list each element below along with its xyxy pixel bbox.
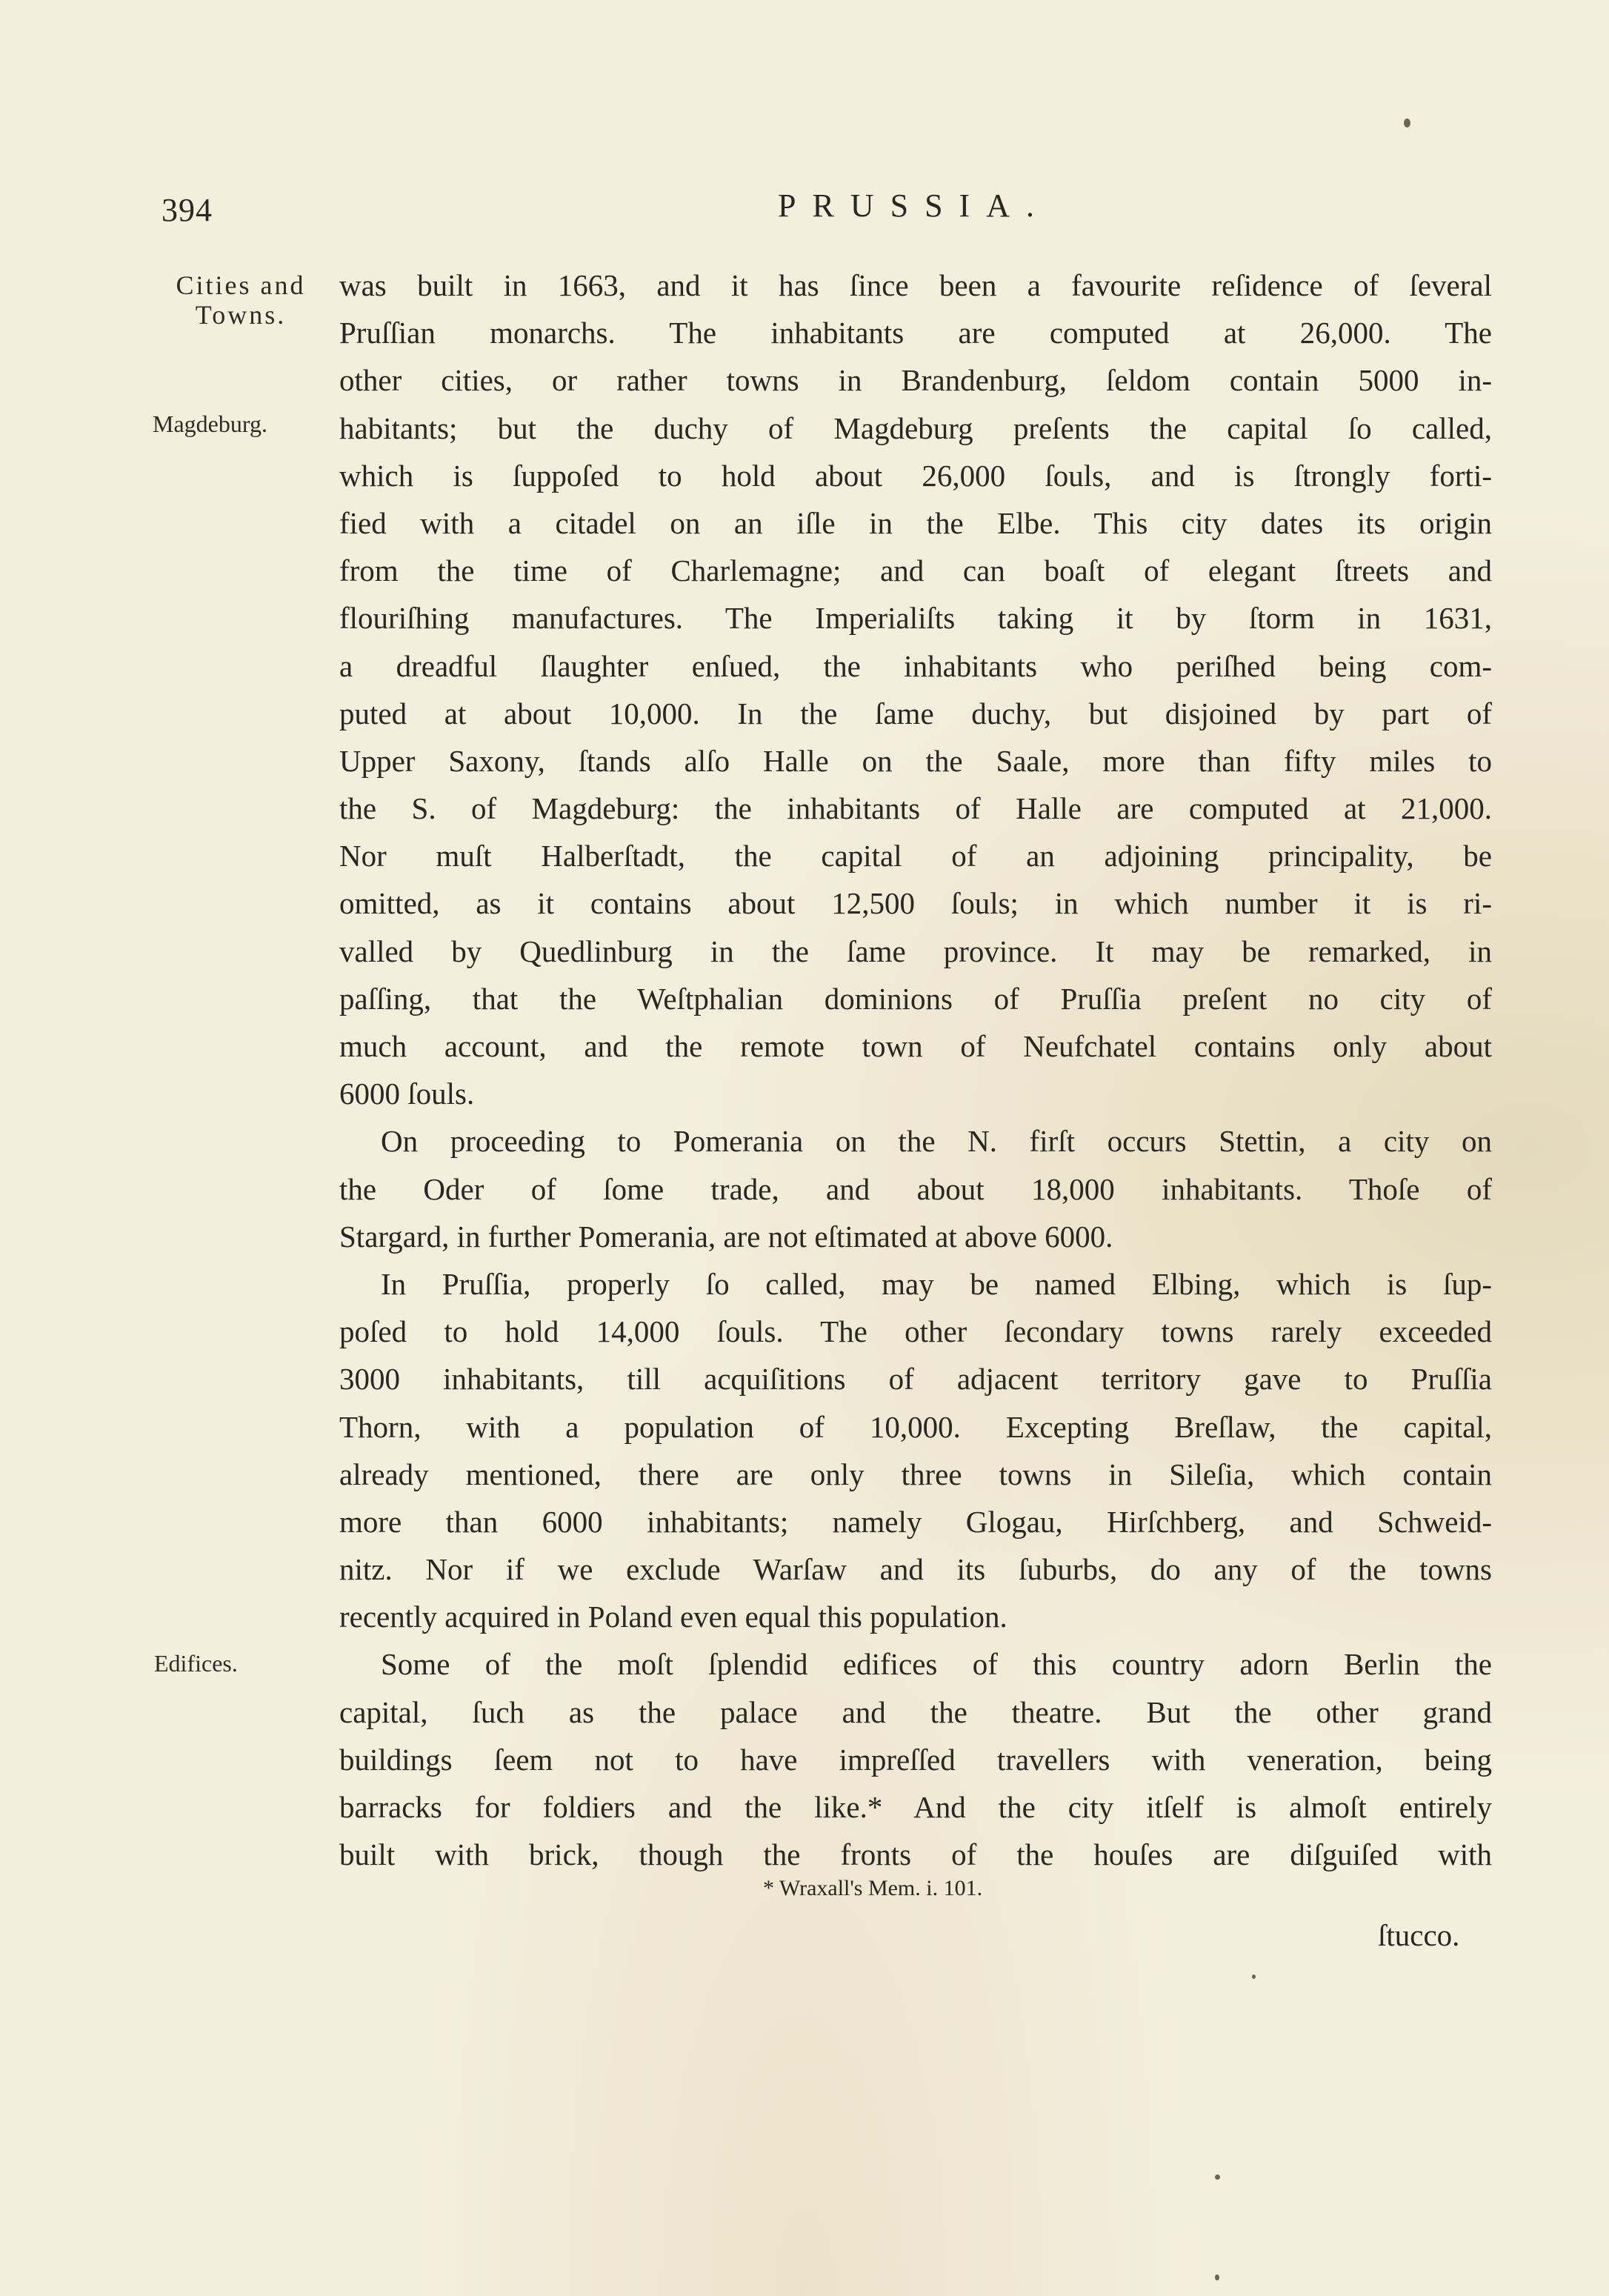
text-line: flouriſhing manufactures. The Imperialiſts taking it by ſtorm in 1631, — [339, 601, 1492, 636]
text-line: Nor muſt Halberſtadt, the capital of an adjoining principality, be — [339, 839, 1492, 874]
paper-speck — [1215, 2174, 1220, 2180]
margin-note-edifices: Edifices. — [154, 1650, 238, 1677]
text-line: On proceeding to Pomerania on the N. firſt occurs Stettin, a city on — [381, 1124, 1492, 1159]
text-line: the S. of Magdeburg: the inhabitants of Halle are computed at 21,000. — [339, 791, 1492, 826]
text-line: which is ſuppoſed to hold about 26,000 ſouls, and is ſtrongly forti- — [339, 458, 1492, 493]
text-line: already mentioned, there are only three towns in Sileſia, which contain — [339, 1457, 1492, 1491]
text-line: a dreadful ſlaughter enſued, the inhabitants who periſhed being com- — [339, 648, 1492, 683]
text-line: paſſing, that the Weſtphalian dominions of Pruſſia preſent no city of — [339, 981, 1492, 1016]
text-line: 6000 ſouls. — [339, 1077, 475, 1111]
text-line: capital, ſuch as the palace and the theatre. But the other grand — [339, 1694, 1492, 1729]
text-line: fied with a citadel on an iſle in the Elbe. This city dates its origin — [339, 505, 1492, 540]
margin-note-line: Cities and — [176, 270, 306, 300]
text-line: nitz. Nor if we exclude Warſaw and its ſuburbs, do any of the towns — [339, 1552, 1492, 1587]
catchword: ſtucco. — [1378, 1918, 1460, 1952]
margin-note-cities-and-towns — [156, 270, 326, 330]
text-line: Stargard, in further Pomerania, are not eſtimated at above 6000. — [339, 1219, 1113, 1254]
running-head: PRUSSIA. — [778, 187, 1050, 224]
text-line: buildings ſeem not to have impreſſed travellers with veneration, being — [339, 1742, 1492, 1777]
text-line: the Oder of ſome trade, and about 18,000 inhabitants. Thoſe of — [339, 1171, 1492, 1206]
text-line: recently acquired in Poland even equal this population. — [339, 1600, 1007, 1634]
text-line: Pruſſian monarchs. The inhabitants are computed at 26,000. The — [339, 316, 1492, 350]
margin-note-magdeburg: Magdeburg. — [153, 410, 267, 437]
text-line: more than 6000 inhabitants; namely Glogau, Hirſchberg, and Schweid- — [339, 1504, 1492, 1539]
text-line: In Pruſſia, properly ſo called, may be named Elbing, which is ſup- — [381, 1266, 1492, 1301]
text-line: 3000 inhabitants, till acquiſitions of adjacent territory gave to Pruſſia — [339, 1362, 1492, 1397]
text-line: other cities, or rather towns in Brandenburg, ſeldom contain 5000 in- — [339, 363, 1492, 398]
footnote: * Wraxall's Mem. i. 101. — [763, 1876, 983, 1900]
text-line: from the time of Charlemagne; and can boaſt of elegant ſtreets and — [339, 553, 1492, 588]
paper-speck — [1215, 2275, 1219, 2280]
text-line: built with brick, though the fronts of the houſes are diſguiſed with — [339, 1837, 1492, 1872]
text-line: Thorn, with a population of 10,000. Excepting Breſlaw, the capital, — [339, 1409, 1492, 1444]
text-line: much account, and the remote town of Neufchatel contains only about — [339, 1029, 1492, 1063]
text-line: habitants; but the duchy of Magdeburg preſents the capital ſo called, — [339, 410, 1492, 445]
margin-note-line: Towns. — [195, 300, 287, 330]
paper-speck — [1252, 1974, 1256, 1979]
text-line: puted at about 10,000. In the ſame duchy, but disjoined by part of — [339, 696, 1492, 731]
text-line: valled by Quedlinburg in the ſame province. It may be remarked, in — [339, 934, 1492, 968]
paper-speck — [1404, 119, 1410, 127]
text-line: Upper Saxony, ſtands alſo Halle on the Saale, more than fifty miles to — [339, 743, 1492, 778]
text-line: poſed to hold 14,000 ſouls. The other ſecondary towns rarely exceeded — [339, 1314, 1492, 1349]
text-line: barracks for foldiers and the like.* And the city itſelf is almoſt entirely — [339, 1790, 1492, 1824]
page-number: 394 — [161, 192, 213, 228]
body-text — [339, 262, 1492, 1878]
text-line: was built in 1663, and it has ſince been a favourite reſidence of ſeveral — [339, 268, 1492, 302]
text-line: omitted, as it contains about 12,500 ſouls; in which number it is ri- — [339, 886, 1492, 921]
text-line: Some of the moſt ſplendid edifices of this country adorn Berlin the — [381, 1647, 1492, 1682]
